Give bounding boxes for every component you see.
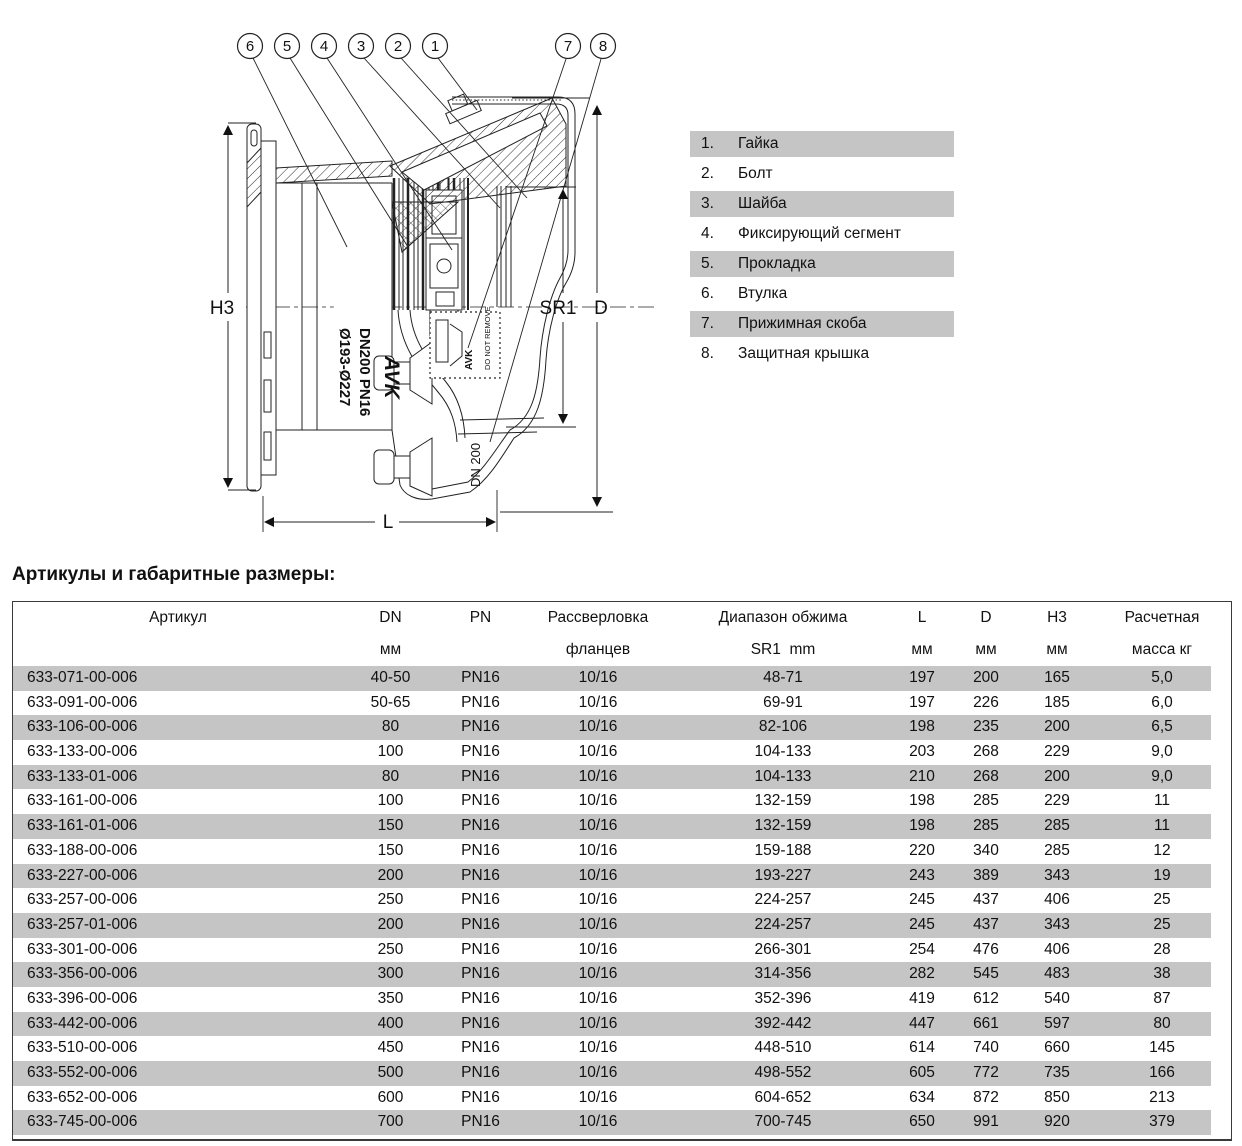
cell-dn: 100	[377, 792, 404, 810]
header-cell	[13, 602, 343, 666]
body-cross-section	[276, 161, 392, 430]
cell-dn: 80	[381, 767, 400, 785]
header-line2: SR1 mm	[750, 641, 816, 658]
cell-dn: 50-65	[370, 693, 411, 711]
cell-h3: 735	[1044, 1064, 1070, 1081]
cell-mass: 145	[1149, 1039, 1175, 1057]
table-row	[13, 715, 1231, 740]
cell-article: 633-106-00-006	[27, 718, 138, 736]
cell-clamp-range: 193-227	[754, 866, 812, 884]
cell-pn: PN16	[461, 669, 500, 686]
cell-h3: 540	[1044, 989, 1070, 1007]
cell-clamp-range: 159-188	[754, 841, 812, 859]
cell-article: 633-133-00-006	[27, 743, 138, 761]
table-row	[13, 987, 1231, 1012]
cell-mass: 87	[1153, 989, 1171, 1007]
cell-article: 633-442-00-006	[27, 1014, 138, 1032]
cell-mass: 28	[1153, 940, 1171, 958]
cell-drilling: 10/16	[578, 693, 618, 711]
table-row	[13, 666, 1231, 691]
cell-l: 245	[909, 891, 935, 909]
cell-pn: PN16	[461, 915, 500, 933]
callout-3: 3	[356, 38, 366, 55]
cell-drilling: 10/16	[578, 743, 618, 761]
cell-d: 612	[973, 989, 999, 1007]
cell-h3: 229	[1044, 792, 1070, 810]
cell-l: 419	[909, 989, 935, 1007]
cell-l: 198	[909, 718, 935, 736]
cell-mass: 19	[1153, 866, 1171, 884]
table-row	[13, 1036, 1231, 1061]
cell-d: 772	[973, 1064, 999, 1081]
cell-article: 633-301-00-006	[27, 940, 138, 958]
table-title: Артикулы и габаритные размеры:	[12, 564, 336, 585]
cell-clamp-range: 448-510	[754, 1039, 812, 1057]
header-line1: Расчетная	[1124, 609, 1200, 626]
cell-l: 203	[909, 743, 935, 761]
cell-drilling: 10/16	[578, 669, 618, 686]
cell-h3: 660	[1044, 1039, 1070, 1057]
legend-item-label: Фиксирующий сегмент	[738, 225, 901, 242]
header-line2: мм	[1046, 641, 1068, 658]
header-line1: Диапазон обжима	[718, 609, 848, 626]
header-cell	[438, 602, 523, 666]
cell-h3: 597	[1044, 1014, 1070, 1032]
cell-h3: 850	[1044, 1088, 1070, 1106]
cell-mass: 25	[1153, 891, 1171, 909]
cell-h3: 343	[1044, 915, 1070, 933]
cell-drilling: 10/16	[578, 767, 618, 785]
cell-dn: 250	[377, 940, 404, 958]
table-row	[13, 839, 1231, 864]
legend-item-label: Гайка	[738, 135, 779, 152]
callout-4: 4	[319, 38, 329, 55]
cell-h3: 200	[1044, 718, 1070, 736]
cell-pn: PN16	[461, 767, 500, 785]
cell-mass: 6,5	[1151, 718, 1173, 736]
table-row	[13, 1110, 1231, 1135]
dim-label-sr1: SR1	[539, 298, 577, 319]
cell-d: 740	[973, 1039, 999, 1057]
cell-clamp-range: 224-257	[754, 915, 812, 933]
cell-h3: 483	[1044, 965, 1070, 983]
cell-h3: 229	[1044, 743, 1070, 761]
header-line1: H3	[1047, 609, 1067, 626]
cell-h3: 406	[1044, 940, 1070, 958]
cell-l: 198	[909, 792, 935, 810]
cell-pn: PN16	[461, 940, 500, 958]
legend-item-label: Защитная крышка	[738, 345, 870, 362]
cell-d: 226	[973, 693, 999, 711]
table-row	[13, 913, 1231, 938]
cell-drilling: 10/16	[578, 940, 618, 958]
flange-cross-section	[247, 124, 276, 491]
cell-mass: 12	[1153, 841, 1171, 859]
cell-d: 268	[973, 767, 999, 785]
legend-item-number: 8.	[701, 345, 714, 362]
header-line2	[13, 634, 343, 666]
cell-drilling: 10/16	[578, 1014, 618, 1032]
table-row	[13, 1012, 1231, 1037]
cell-mass: 11	[1153, 792, 1171, 810]
legend-item-number: 5.	[701, 255, 714, 272]
cell-h3: 165	[1044, 669, 1070, 686]
cell-pn: PN16	[461, 718, 500, 736]
cell-article: 633-161-00-006	[27, 792, 138, 810]
cell-mass: 9,0	[1151, 743, 1173, 761]
header-line1: L	[917, 609, 927, 626]
legend-item	[690, 191, 954, 217]
cell-dn: 350	[377, 989, 404, 1007]
callout-2: 2	[393, 38, 403, 55]
cell-pn: PN16	[461, 693, 500, 711]
cell-article: 633-257-01-006	[27, 915, 138, 933]
cell-article: 633-161-01-006	[27, 817, 138, 835]
cell-l: 243	[909, 866, 935, 884]
cell-h3: 200	[1044, 767, 1070, 785]
legend-item	[690, 311, 954, 337]
marking-warning: DO NOT REMOVE	[483, 306, 492, 370]
legend-item-number: 7.	[701, 315, 714, 332]
callout-7: 7	[563, 38, 573, 55]
cell-l: 650	[909, 1113, 935, 1131]
marking-size-range: Ø193-Ø227	[336, 328, 353, 407]
header-line1: D	[980, 609, 992, 626]
cell-pn: PN16	[461, 792, 500, 810]
cell-clamp-range: 266-301	[754, 940, 812, 958]
header-line2: мм	[911, 641, 933, 658]
cell-drilling: 10/16	[578, 718, 618, 736]
dim-label-h3: H3	[209, 298, 235, 319]
cell-pn: PN16	[461, 1014, 500, 1032]
header-line2: масса кг	[1131, 641, 1193, 658]
cell-drilling: 10/16	[578, 1113, 618, 1131]
legend-item	[690, 281, 954, 307]
cell-article: 633-091-00-006	[27, 693, 138, 711]
cell-h3: 343	[1044, 866, 1070, 884]
cell-clamp-range: 104-133	[754, 767, 812, 785]
marking-dn: DN 200	[468, 442, 483, 487]
callout-1: 1	[430, 38, 440, 55]
dimensions-table	[12, 601, 1232, 1141]
cell-pn: PN16	[461, 1039, 500, 1057]
cell-l: 447	[909, 1014, 935, 1032]
header-line2: мм	[379, 641, 402, 658]
cell-pn: PN16	[461, 817, 500, 835]
cell-dn: 300	[377, 965, 404, 983]
cell-pn: PN16	[461, 1088, 500, 1106]
legend-item-number: 4.	[701, 225, 714, 242]
legend-item-number: 1.	[701, 135, 714, 152]
cell-article: 633-188-00-006	[27, 841, 138, 859]
cell-dn: 200	[377, 866, 404, 884]
cell-drilling: 10/16	[578, 841, 618, 859]
cell-d: 437	[973, 891, 999, 909]
cell-d: 476	[973, 940, 999, 958]
marking-dn-pn: DN200 PN16	[356, 328, 373, 417]
table-row	[13, 1061, 1231, 1086]
parts-legend	[690, 131, 954, 371]
legend-item	[690, 251, 954, 277]
cell-clamp-range: 69-91	[763, 693, 803, 711]
header-line2: мм	[975, 641, 997, 658]
legend-item-label: Прижимная скоба	[738, 315, 867, 332]
header-line1: DN	[379, 609, 402, 626]
cell-d: 437	[973, 915, 999, 933]
header-line1: PN	[469, 609, 492, 626]
legend-item	[690, 221, 954, 247]
cell-article: 633-227-00-006	[27, 866, 138, 884]
cell-clamp-range: 604-652	[754, 1088, 812, 1106]
cell-l: 254	[909, 940, 935, 958]
cell-mass: 213	[1149, 1088, 1175, 1106]
cell-mass: 166	[1149, 1064, 1175, 1081]
legend-item-number: 6.	[701, 285, 714, 302]
header-cell	[951, 602, 1021, 666]
cell-d: 268	[973, 743, 999, 761]
brand-logo-small: AVK	[464, 349, 475, 370]
cell-d: 235	[973, 718, 999, 736]
cell-l: 634	[909, 1088, 935, 1106]
table-body	[13, 666, 1231, 1135]
cell-mass: 5,0	[1151, 669, 1173, 686]
header-cell	[1093, 602, 1231, 666]
cell-drilling: 10/16	[578, 915, 618, 933]
cell-article: 633-396-00-006	[27, 989, 138, 1007]
cell-d: 200	[973, 669, 999, 686]
cell-mass: 6,0	[1151, 693, 1173, 711]
cell-h3: 185	[1044, 693, 1070, 711]
legend-item	[690, 161, 954, 187]
cell-l: 282	[909, 965, 935, 983]
cell-mass: 11	[1153, 817, 1171, 835]
cell-d: 389	[973, 866, 999, 884]
legend-item-number: 2.	[701, 165, 714, 182]
cell-pn: PN16	[461, 891, 500, 909]
cell-pn: PN16	[461, 989, 500, 1007]
legend-item	[690, 341, 954, 367]
header-line2	[438, 634, 523, 666]
legend-item-label: Прокладка	[738, 255, 816, 272]
cell-clamp-range: 132-159	[754, 817, 812, 835]
cell-pn: PN16	[461, 965, 500, 983]
table-row	[13, 962, 1231, 987]
header-cell	[523, 602, 673, 666]
table-row	[13, 691, 1231, 716]
header-line1: Рассверловка	[547, 609, 649, 626]
cell-article: 633-652-00-006	[27, 1088, 138, 1106]
cell-mass: 38	[1153, 965, 1171, 983]
brand-logo: AVK	[380, 356, 403, 399]
cell-clamp-range: 498-552	[754, 1064, 812, 1081]
cell-mass: 9,0	[1151, 767, 1173, 785]
cell-h3: 285	[1044, 817, 1070, 835]
cell-clamp-range: 48-71	[763, 669, 803, 686]
cell-h3: 920	[1044, 1113, 1070, 1131]
table-row	[13, 740, 1231, 765]
header-cell	[673, 602, 893, 666]
callout-8: 8	[598, 38, 608, 55]
cell-d: 285	[973, 792, 999, 810]
cell-drilling: 10/16	[578, 989, 618, 1007]
cell-pn: PN16	[461, 841, 500, 859]
table-row	[13, 864, 1231, 889]
legend-item-label: Шайба	[738, 195, 787, 212]
cell-drilling: 10/16	[578, 965, 618, 983]
cell-dn: 150	[377, 817, 404, 835]
cell-drilling: 10/16	[578, 1064, 618, 1081]
callout-balloons	[238, 34, 616, 59]
cell-drilling: 10/16	[578, 1088, 618, 1106]
header-cell	[893, 602, 951, 666]
cell-l: 605	[909, 1064, 935, 1081]
cell-dn: 100	[377, 743, 404, 761]
cell-d: 991	[973, 1113, 999, 1131]
cell-article: 633-257-00-006	[27, 891, 138, 909]
cell-drilling: 10/16	[578, 891, 618, 909]
cell-l: 245	[909, 915, 935, 933]
cell-pn: PN16	[461, 1113, 500, 1131]
callout-5: 5	[282, 38, 292, 55]
cell-clamp-range: 314-356	[754, 965, 812, 983]
cell-article: 633-552-00-006	[27, 1064, 138, 1081]
cell-clamp-range: 82-106	[758, 718, 808, 736]
header-line2: фланцев	[565, 641, 631, 658]
cell-mass: 379	[1149, 1113, 1175, 1131]
cell-drilling: 10/16	[578, 817, 618, 835]
cell-clamp-range: 392-442	[754, 1014, 812, 1032]
cell-pn: PN16	[461, 1064, 500, 1081]
dim-label-l: L	[382, 512, 394, 533]
header-cell	[1021, 602, 1093, 666]
cell-dn: 700	[377, 1113, 404, 1131]
legend-item-label: Болт	[738, 165, 773, 182]
cell-h3: 285	[1044, 841, 1070, 859]
dim-label-d: D	[594, 298, 608, 319]
table-row	[13, 938, 1231, 963]
table-row	[13, 1086, 1231, 1111]
cell-clamp-range: 352-396	[754, 989, 812, 1007]
cell-h3: 406	[1044, 891, 1070, 909]
cell-article: 633-510-00-006	[27, 1039, 138, 1057]
cell-l: 197	[909, 669, 935, 686]
cell-dn: 40-50	[370, 669, 411, 686]
cell-pn: PN16	[461, 866, 500, 884]
cell-l: 220	[909, 841, 935, 859]
cell-l: 210	[909, 767, 935, 785]
technical-drawing	[0, 0, 680, 560]
cell-mass: 25	[1153, 915, 1171, 933]
cell-dn: 400	[377, 1014, 404, 1032]
cell-article: 633-133-01-006	[27, 767, 138, 785]
cell-l: 614	[909, 1039, 935, 1057]
cell-l: 197	[909, 693, 935, 711]
cell-dn: 450	[377, 1039, 404, 1057]
cell-clamp-range: 132-159	[754, 792, 812, 810]
legend-item	[690, 131, 954, 157]
legend-item-number: 3.	[701, 195, 714, 212]
cell-drilling: 10/16	[578, 1039, 618, 1057]
cell-d: 340	[973, 841, 999, 859]
header-cell	[343, 602, 438, 666]
callout-6: 6	[245, 38, 255, 55]
table-header	[13, 602, 1231, 666]
cell-dn: 80	[381, 718, 400, 736]
cell-l: 198	[909, 817, 935, 835]
cell-d: 661	[973, 1014, 999, 1032]
cell-d: 285	[973, 817, 999, 835]
table-row	[13, 789, 1231, 814]
cell-clamp-range: 224-257	[754, 891, 812, 909]
cell-drilling: 10/16	[578, 866, 618, 884]
table-row	[13, 765, 1231, 790]
cell-d: 872	[973, 1088, 999, 1106]
cell-d: 545	[973, 965, 999, 983]
cell-clamp-range: 700-745	[754, 1113, 812, 1131]
header-line1: Артикул	[149, 609, 207, 626]
cell-dn: 250	[377, 891, 404, 909]
legend-item-label: Втулка	[738, 285, 788, 302]
cell-dn: 150	[377, 841, 404, 859]
table-row	[13, 888, 1231, 913]
cell-mass: 80	[1153, 1014, 1171, 1032]
cell-dn: 200	[377, 915, 404, 933]
cell-article: 633-356-00-006	[27, 965, 138, 983]
cell-drilling: 10/16	[578, 792, 618, 810]
cell-pn: PN16	[461, 743, 500, 761]
cell-dn: 500	[377, 1064, 404, 1081]
cell-article: 633-745-00-006	[27, 1113, 138, 1131]
cell-article: 633-071-00-006	[27, 669, 138, 686]
cell-dn: 600	[377, 1088, 404, 1106]
cell-clamp-range: 104-133	[754, 743, 812, 761]
table-row	[13, 814, 1231, 839]
